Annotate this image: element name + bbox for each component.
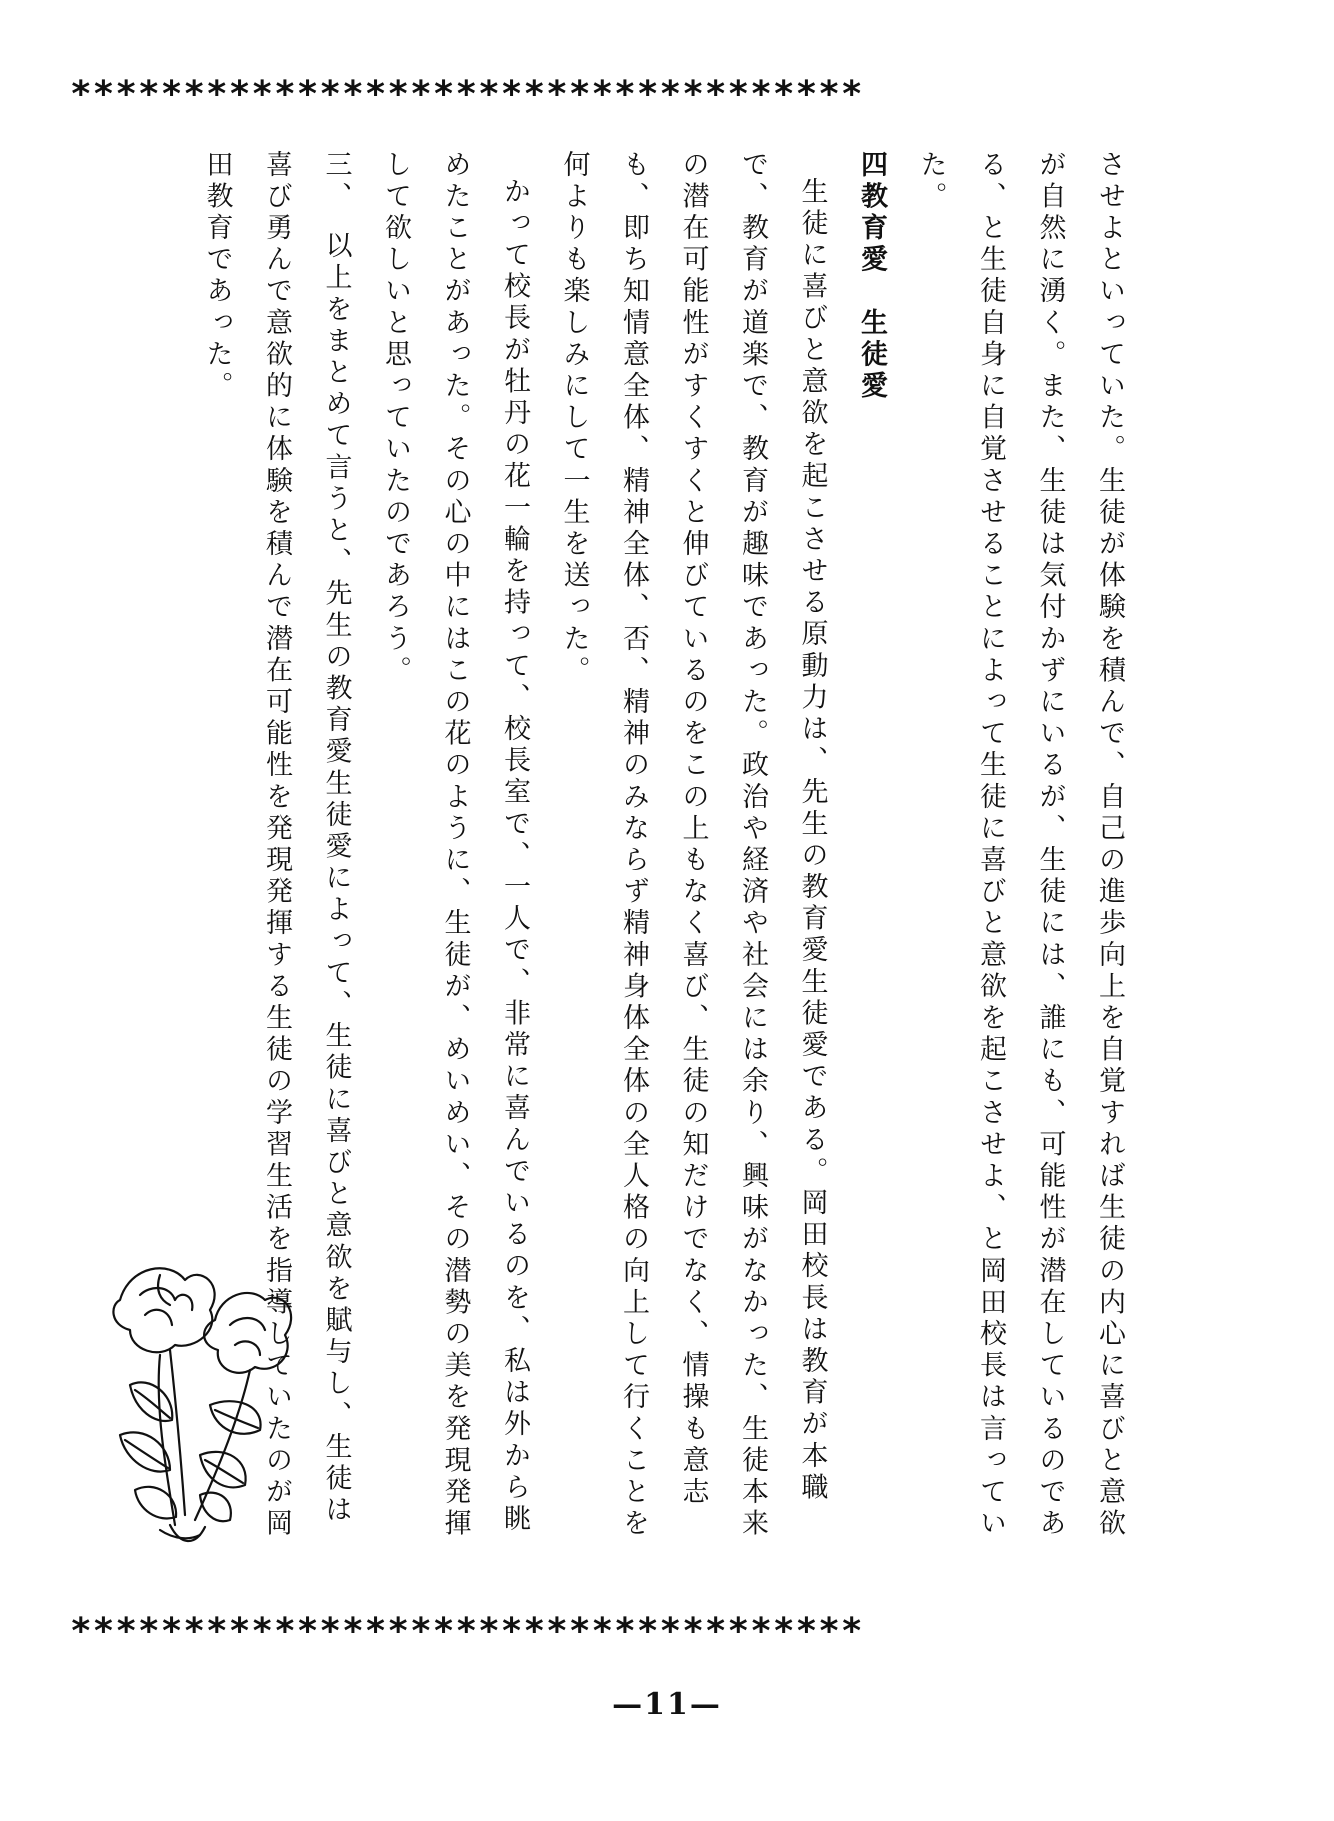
paragraph-3: かって校長が牡丹の花一輪を持って、校長室で、一人で、非常に喜んでいるのを、私は外から眺めたことがあった。その心の中にはこの花のように、生徒が、めいめい、その潜勢の美を発現発揮して欲しいと思っていたのであろう。 xyxy=(380,150,530,1541)
page-number: —11— xyxy=(612,1687,722,1722)
paragraph-4: 三、 以上をまとめて言うと、先生の教育愛生徒愛によって、生徒に喜びと意欲を賦与し、生徒は喜び勇んで意欲的に体験を積んで潜在可能性を発現発揮する生徒の学習生活を指導していたのが岡田教育であった。 xyxy=(201,150,352,1541)
top-asterisk-rule: *********************************** xyxy=(70,75,864,115)
section-heading: 四教育愛 生徒愛 xyxy=(856,150,887,403)
peony-flower-sketch xyxy=(100,1255,305,1555)
paragraph-2: 生徒に喜びと意欲を起こさせる原動力は、先生の教育愛生徒愛である。岡田校長は教育が本職で、教育が道楽で、教育が趣味であった。政治や経済や社会には余り、興味がなかった、生徒本来の潜在可能性がすくすくと伸びているのをこの上もなく喜び、生徒の知だけでなく、情操も意志も、即ち知情意全体、精神全体、否、精神のみならず精神身体全体の全人格の向上して行くことを何よりも楽しみにして一生を送った。 xyxy=(558,150,828,1541)
vertical-body-text xyxy=(187,150,1139,1550)
bottom-asterisk-rule: *********************************** xyxy=(70,1612,864,1652)
paragraph-1: させよといっていた。生徒が体験を積んで、自己の進歩向上を自覚すれば生徒の内心に喜びと意欲が自然に湧く。また、生徒は気付かずにいるが、生徒には、誰にも、可能性が潜在しているのである、と生徒自身に自覚させることによって生徒に喜びと意欲を起こさせよ、と岡田校長は言っていた。 xyxy=(915,150,1125,1541)
